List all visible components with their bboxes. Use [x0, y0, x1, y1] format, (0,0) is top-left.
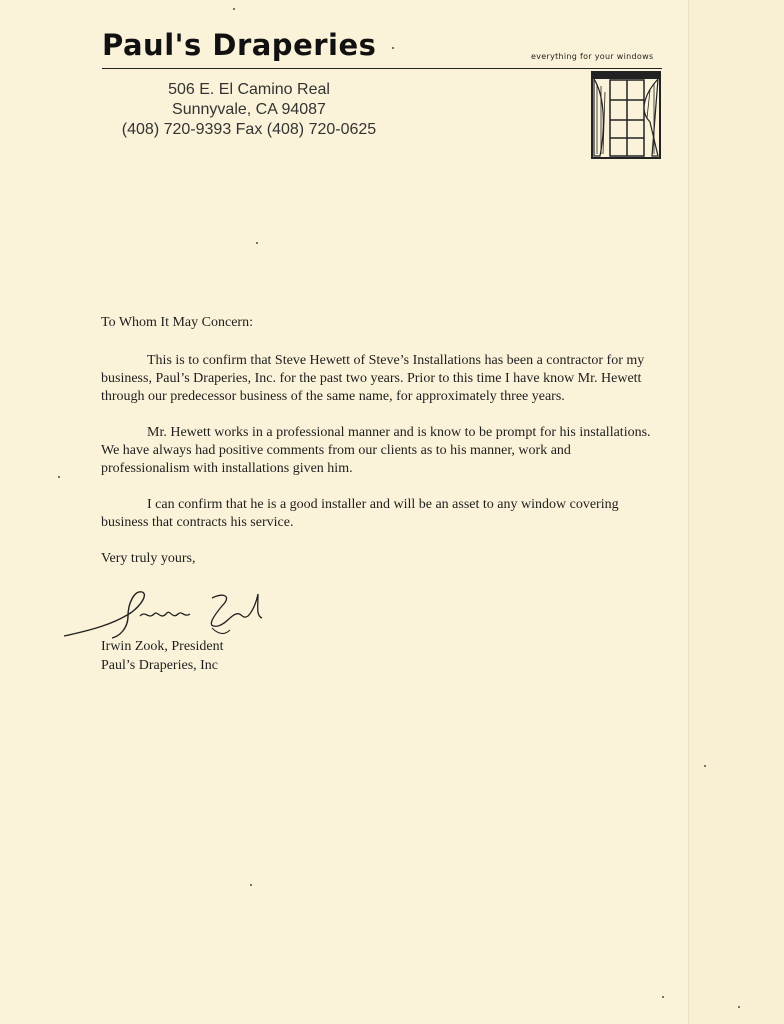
letter-body	[101, 314, 661, 568]
tagline: everything for your windows	[531, 52, 654, 61]
company-address	[104, 80, 394, 140]
signer-company: Paul’s Draperies, Inc	[101, 658, 219, 673]
paper-speck	[58, 476, 60, 478]
address-city: Sunnyvale, CA 94087	[172, 101, 326, 118]
paper-speck	[250, 884, 252, 886]
company-logo: Paul's Draperies	[102, 28, 377, 62]
salutation: To Whom It May Concern:	[101, 315, 253, 330]
address-street: 506 E. El Camino Real	[168, 81, 330, 98]
curtained-window-icon	[590, 70, 662, 160]
paper-speck	[256, 242, 258, 244]
paragraph-recommendation: I can confirm that he is a good installer and will be an asset to any window covering business that contracts his service.	[101, 497, 619, 530]
address-phone: (408) 720-9393 Fax (408) 720-0625	[121, 121, 377, 138]
page-edge	[688, 0, 784, 1024]
signer-block	[101, 637, 223, 675]
signer-name-title: Irwin Zook, President	[101, 639, 224, 654]
paper-speck	[233, 8, 235, 10]
paragraph-work-quality: Mr. Hewett works in a professional manner and is know to be prompt for his installations. We have always had positive comments from our clients as to his manner, work and professionalism with installations given him.	[101, 425, 651, 476]
paragraph-confirmation: This is to confirm that Steve Hewett of Steve’s Installations has been a contractor for my business, Paul’s Draperies, Inc. for the past two years. Prior to this time I have know Mr. Hewett through our predecessor business of the same name, for approximately three years.	[101, 353, 645, 404]
paper-speck	[662, 996, 664, 998]
handwritten-signature	[62, 586, 272, 642]
paper-speck	[704, 765, 706, 767]
paper-speck	[392, 47, 394, 49]
paper-speck	[738, 1006, 740, 1008]
closing: Very truly yours,	[101, 551, 196, 566]
letterhead-rule	[102, 68, 662, 69]
